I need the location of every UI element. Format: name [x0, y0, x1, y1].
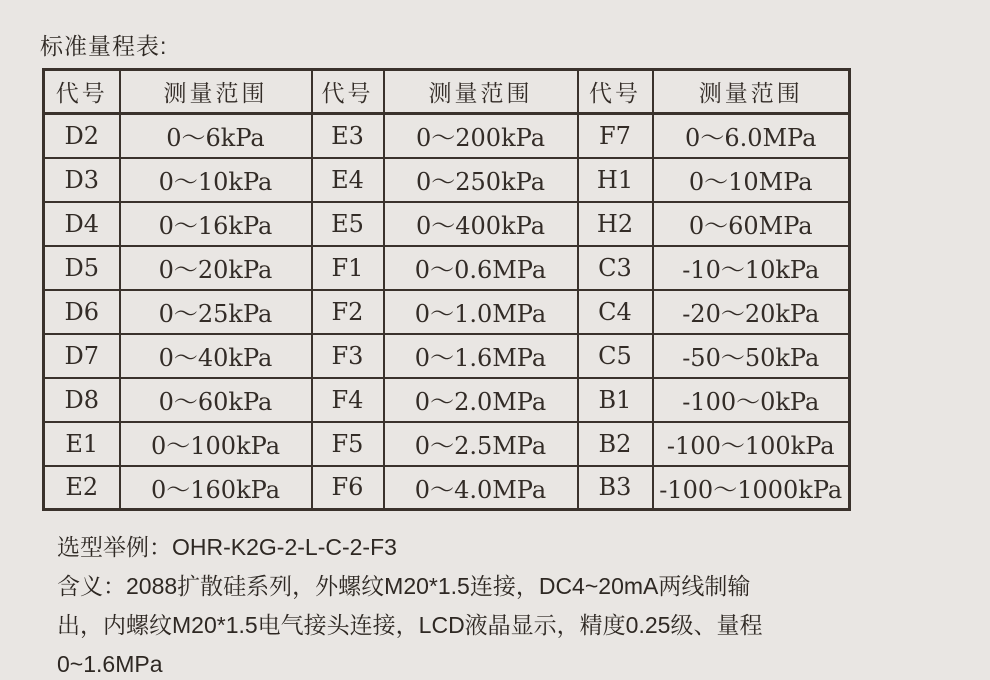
range-cell: 0～250kPa — [384, 158, 578, 202]
range-cell: 0～6kPa — [120, 114, 312, 158]
range-cell: -100～100kPa — [653, 422, 850, 466]
code-cell: B1 — [578, 378, 653, 422]
code-cell: B3 — [578, 466, 653, 510]
note-line: 含义：2088扩散硅系列，外螺纹M20*1.5连接，DC4~20mA两线制输 — [57, 573, 751, 599]
code-cell: H1 — [578, 158, 653, 202]
code-cell: E2 — [44, 466, 120, 510]
code-cell: D4 — [44, 202, 120, 246]
note-line: 选型举例：OHR-K2G-2-L-C-2-F3 — [57, 534, 397, 560]
table-row — [44, 202, 850, 246]
code-header: 代号 — [312, 70, 384, 114]
code-cell: F2 — [312, 290, 384, 334]
range-cell: 0～200kPa — [384, 114, 578, 158]
range-cell: 0～2.5MPa — [384, 422, 578, 466]
table-row — [44, 466, 850, 510]
code-cell: B2 — [578, 422, 653, 466]
code-cell: E3 — [312, 114, 384, 158]
range-cell: -50～50kPa — [653, 334, 850, 378]
code-cell: C3 — [578, 246, 653, 290]
code-header: 代号 — [578, 70, 653, 114]
range-header: 测量范围 — [653, 70, 850, 114]
range-header: 测量范围 — [384, 70, 578, 114]
note-line: 0~1.6MPa — [57, 651, 163, 677]
range-cell: 0～16kPa — [120, 202, 312, 246]
code-cell: E1 — [44, 422, 120, 466]
range-cell: 0～10kPa — [120, 158, 312, 202]
range-cell: 0～40kPa — [120, 334, 312, 378]
code-cell: D3 — [44, 158, 120, 202]
code-cell: F3 — [312, 334, 384, 378]
table-row — [44, 158, 850, 202]
table-title: 标准量程表: — [40, 33, 168, 59]
standard-range-table — [42, 68, 851, 511]
range-cell: 0～1.0MPa — [384, 290, 578, 334]
code-cell: D7 — [44, 334, 120, 378]
range-cell: -10～10kPa — [653, 246, 850, 290]
range-cell: 0～160kPa — [120, 466, 312, 510]
table-row — [44, 422, 850, 466]
range-cell: 0～100kPa — [120, 422, 312, 466]
range-cell: 0～6.0MPa — [653, 114, 850, 158]
range-cell: 0～60kPa — [120, 378, 312, 422]
range-cell: 0～4.0MPa — [384, 466, 578, 510]
range-cell: 0～60MPa — [653, 202, 850, 246]
range-cell: 0～25kPa — [120, 290, 312, 334]
selection-example-notes — [57, 528, 937, 680]
range-cell: -100～1000kPa — [653, 466, 850, 510]
code-cell: F6 — [312, 466, 384, 510]
code-cell: D5 — [44, 246, 120, 290]
range-cell: 0～10MPa — [653, 158, 850, 202]
code-header: 代号 — [44, 70, 120, 114]
range-header: 测量范围 — [120, 70, 312, 114]
code-cell: F1 — [312, 246, 384, 290]
range-cell: -20～20kPa — [653, 290, 850, 334]
range-cell: -100～0kPa — [653, 378, 850, 422]
code-cell: H2 — [578, 202, 653, 246]
code-cell: F7 — [578, 114, 653, 158]
code-cell: D6 — [44, 290, 120, 334]
table-row — [44, 378, 850, 422]
code-cell: D8 — [44, 378, 120, 422]
table-row — [44, 246, 850, 290]
code-cell: F5 — [312, 422, 384, 466]
code-cell: F4 — [312, 378, 384, 422]
code-cell: E4 — [312, 158, 384, 202]
code-cell: D2 — [44, 114, 120, 158]
table-row — [44, 114, 850, 158]
code-cell: C5 — [578, 334, 653, 378]
table-row — [44, 290, 850, 334]
range-cell: 0～20kPa — [120, 246, 312, 290]
range-cell: 0～0.6MPa — [384, 246, 578, 290]
code-cell: E5 — [312, 202, 384, 246]
range-cell: 0～2.0MPa — [384, 378, 578, 422]
note-line: 出，内螺纹M20*1.5电气接头连接，LCD液晶显示，精度0.25级、量程 — [57, 612, 763, 638]
range-cell: 0～1.6MPa — [384, 334, 578, 378]
table-header-row — [44, 70, 850, 114]
table-row — [44, 334, 850, 378]
code-cell: C4 — [578, 290, 653, 334]
range-cell: 0～400kPa — [384, 202, 578, 246]
